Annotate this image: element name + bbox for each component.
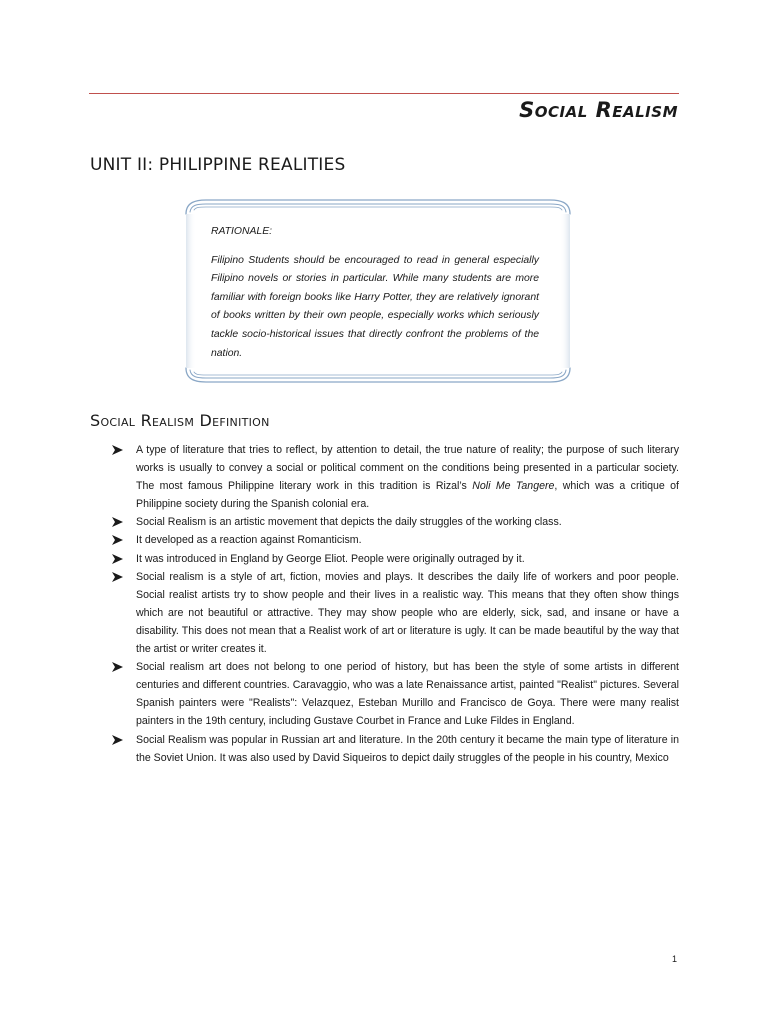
- arrowhead-bullet-icon: [112, 658, 126, 676]
- list-item-text: Social realism art does not belong to one period of history, but has been the style of some artists in different centuries and different countries. Caravaggio, who was a late Renaissance artist, painted "Realist" pictures. Several Spanish painters were "Realists": Velazquez, Esteban Murillo and Francisco de Goya. There were many realist painters in the 19th century, including Gustave Courbet in France and Luke Fildes in England.: [136, 661, 679, 728]
- section-heading: Social Realism Definition: [90, 411, 270, 430]
- list-item-text: It was introduced in England by George Eliot. People were originally outraged by it.: [136, 552, 525, 565]
- arrowhead-bullet-icon: [112, 513, 126, 531]
- header-rule: [89, 93, 679, 94]
- list-item-text: Social realism is a style of art, fiction, movies and plays. It describes the daily life of workers and poor people. Social realist artists try to show people and their lives in a realistic way. This means that they often show things which are not beautiful or attractive. They may show people who are elderly, sick, sad, and insane or have a disability. This does not mean that a Realist work of art or literature is ugly. It can be made beautiful by the way that the artist or writer creates it.: [136, 570, 679, 656]
- arrowhead-bullet-icon: [112, 441, 126, 459]
- rationale-box: [184, 196, 572, 386]
- document-title: Social Realism: [519, 98, 678, 122]
- rationale-label: RATIONALE:: [211, 226, 273, 237]
- arrowhead-bullet-icon: [112, 550, 126, 568]
- list-item-text: A type of literature that tries to reflect, by attention to detail, the true nature of reality; the purpose of such literary works is usually to convey a social or political comment on the conditions being presented in a particular society. The most famous Philippine literary work in this tradition is Rizal’s: [136, 444, 679, 493]
- list-item-text: It developed as a reaction against Romanticism.: [136, 534, 362, 547]
- arrowhead-bullet-icon: [112, 531, 126, 549]
- page-number: 1: [672, 954, 678, 964]
- rationale-content: [211, 223, 539, 363]
- list-item: [112, 441, 679, 513]
- list-item: [112, 513, 679, 531]
- list-item: [112, 531, 679, 549]
- rationale-text: Filipino Students should be encouraged to read in general especially Filipino novels or stories in particular. While many students are more familiar with foreign books like Harry Potter, they are relatively ignorant of books written by their own people, especially works which seriously tackle socio-historical issues that directly confront the problems of the nation.: [211, 254, 539, 359]
- arrowhead-bullet-icon: [112, 568, 126, 586]
- list-item: [112, 658, 679, 730]
- arrowhead-bullet-icon: [112, 731, 126, 749]
- list-item: [112, 731, 679, 767]
- definition-list: [112, 441, 679, 767]
- list-item-text-continued: , which was a critique of Philippine society during the Spanish colonial era.: [136, 480, 680, 511]
- unit-heading: UNIT II: PHILIPPINE REALITIES: [90, 155, 346, 175]
- list-item: [112, 550, 679, 568]
- list-item: [112, 568, 679, 658]
- book-title: Noli Me Tangere: [472, 480, 555, 493]
- list-item-text: Social Realism is an artistic movement that depicts the daily struggles of the working class.: [136, 516, 562, 529]
- list-item-text: Social Realism was popular in Russian art and literature. In the 20th century it became the main type of literature in the Soviet Union. It was also used by David Siqueiros to depict daily struggles of the people in his country, Mexico: [136, 733, 679, 764]
